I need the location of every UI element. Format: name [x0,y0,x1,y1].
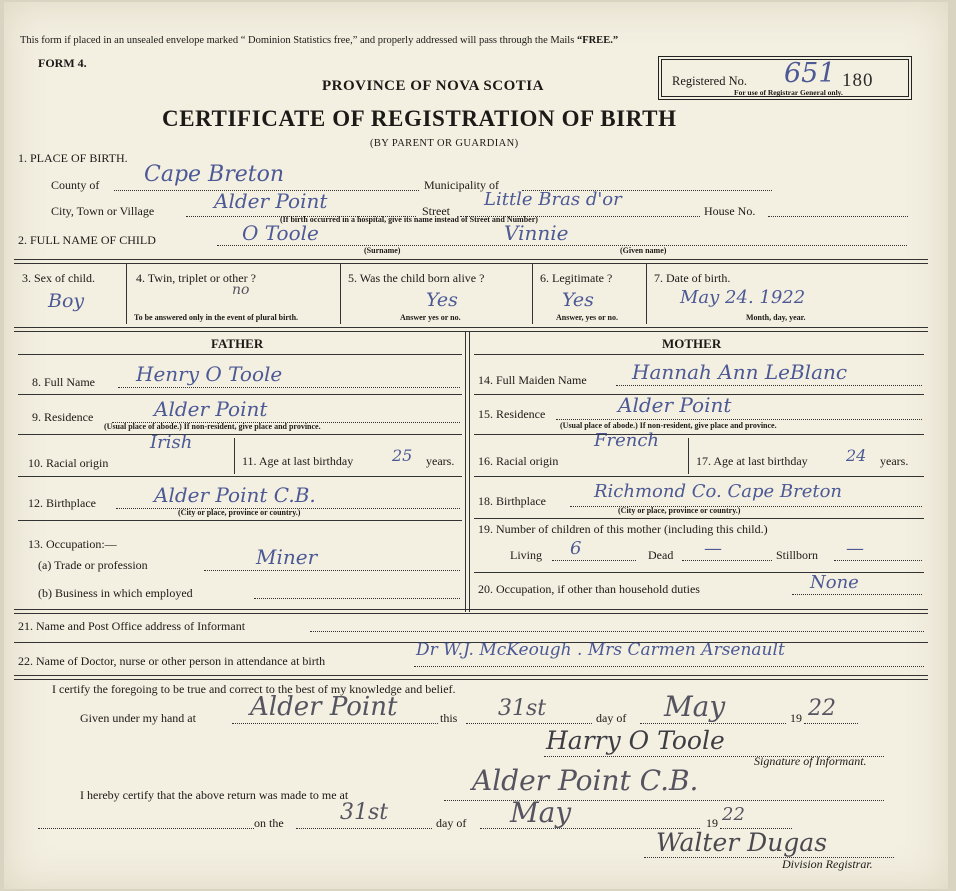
father-rule-4 [18,520,462,521]
hospital-note: (If birth occurred in a hospital, give its name instead of Street and Number) [280,215,538,224]
father-birthplace-note: (City or place, province or country.) [178,508,301,517]
this-label: this [440,711,458,725]
mother-rule-2 [474,434,924,435]
reg-year-value: 22 [722,804,745,825]
father-heading-rule [18,354,462,355]
reg-day-line [296,828,432,829]
given-place-value: Alder Point [250,692,398,722]
mail-notice-text: This form if placed in an unsealed envelope marked “ Dominion Statistics free,” and properly addressed will pass through the Mails [20,35,575,46]
father-age-unit: years. [426,454,455,468]
registered-stamp: 180 [842,70,874,91]
year-prefix: 19 [790,711,802,725]
mother-birthplace-value: Richmond Co. Cape Breton [594,481,843,502]
mother-age-unit: years. [880,454,909,468]
trade-line [204,570,460,571]
living-value: 6 [570,538,582,559]
dob-label: 7. Date of birth. [654,271,731,285]
father-residence-note: (Usual place of abode.) If non-resident, give place and province. [104,422,321,431]
father-birthplace-value: Alder Point C.B. [154,483,316,507]
municipality-label: Municipality of [424,178,499,192]
mother-residence-label: 15. Residence [478,407,546,421]
mother-occupation-label: 20. Occupation, if other than household duties [478,582,700,596]
mother-age-divider [688,438,689,474]
father-age-value: 25 [392,446,413,465]
reg-day-value: 31st [340,800,389,825]
father-race-value: Irish [150,432,193,453]
registrar-label: Division Registrar. [782,857,873,871]
page-subtitle: (BY PARENT OR GUARDIAN) [370,138,519,149]
house-label: House No. [704,204,756,218]
sex-value: Boy [48,290,85,312]
doctor-value: Dr W.J. McKeough . Mrs Carmen Arsenault [416,640,785,660]
mother-rule-4 [474,518,924,519]
mother-birthplace-label: 18. Birthplace [478,494,546,508]
form-number: FORM 4. [38,56,87,70]
father-name-line [118,387,460,388]
living-label: Living [510,548,542,562]
mother-name-value: Hannah Ann LeBlanc [632,360,848,384]
registrar-signature: Walter Dugas [656,828,828,857]
given-year-value: 22 [808,696,836,721]
on-the-label: on the [254,816,284,830]
mother-name-line [616,385,922,386]
legitimate-note: Answer, yes or no. [556,313,619,322]
surname-note: (Surname) [364,246,401,255]
father-age-divider [234,438,235,474]
return-label: I hereby certify that the above return was made to me at [80,788,349,802]
child-given-value: Vinnie [504,221,569,245]
given-month-line [640,723,786,724]
mother-age-label: 17. Age at last birthday [696,454,808,468]
city-label: City, Town or Village [51,204,155,218]
given-place-line [232,723,438,724]
mail-notice [20,35,618,46]
father-residence-value: Alder Point [154,397,268,421]
alive-label: 5. Was the child born alive ? [348,271,485,285]
father-name-label: 8. Full Name [32,375,95,389]
row3-divider-2 [340,264,341,324]
province-heading: PROVINCE OF NOVA SCOTIA [322,78,544,94]
reg-year-prefix: 19 [706,816,718,830]
dob-value: May 24. 1922 [680,287,806,308]
county-value: Cape Breton [144,162,285,187]
mother-occupation-value: None [810,572,859,593]
row3-top-border [14,259,928,264]
father-residence-label: 9. Residence [32,410,94,424]
place-section-title: 1. PLACE OF BIRTH. [18,151,128,165]
living-line [552,560,636,561]
mother-occupation-line [792,594,922,595]
sex-label: 3. Sex of child. [22,271,95,285]
father-rule-3 [18,476,462,477]
father-heading: FATHER [211,336,264,351]
city-value: Alder Point [214,189,328,213]
reg-day-of-label: day of [436,816,467,830]
registered-label: Registered No. [672,74,747,88]
informant-signature: Harry O Toole [546,726,725,755]
street-value: Little Bras d'or [484,189,622,210]
dead-value: — [704,538,722,559]
row3-divider-3 [532,264,533,324]
father-rule-1 [18,394,462,395]
child-name-line [217,245,907,246]
street-label: Street [422,204,450,218]
row3-divider-1 [126,264,127,324]
signature-label: Signature of Informant. [754,754,867,768]
mother-residence-note: (Usual place of abode.) If non-resident, give place and province. [560,421,777,430]
alive-note: Answer yes or no. [400,313,461,322]
house-line [768,216,908,217]
return-place-value: Alder Point C.B. [472,764,699,797]
informant-label: 21. Name and Post Office address of Informant [18,619,246,633]
given-day-value: 31st [498,696,547,721]
father-occupation-label: 13. Occupation:— [28,537,117,551]
twin-label: 4. Twin, triplet or other ? [136,271,256,285]
day-of-label: day of [596,711,627,725]
mother-heading: MOTHER [662,336,722,351]
mother-age-value: 24 [846,446,867,465]
given-day-line [466,723,592,724]
mother-heading-rule [474,354,924,355]
alive-value: Yes [426,289,458,311]
return-leader-line [38,828,254,829]
dob-note: Month, day, year. [746,313,806,322]
page-title: CERTIFICATE OF REGISTRATION OF BIRTH [162,106,677,131]
reg-month-value: May [510,796,572,829]
registered-number: 651 [784,58,836,89]
registered-note: For use of Registrar General only. [734,88,843,97]
county-label: County of [51,178,100,192]
child-surname-value: O Toole [242,221,319,245]
children-label: 19. Number of children of this mother (including this child.) [478,522,768,536]
mother-rule-3 [474,476,924,477]
informant-line [310,631,924,632]
given-label: Given under my hand at [80,711,196,725]
mother-residence-value: Alder Point [618,393,732,417]
certification-top-border [14,675,928,680]
father-name-value: Henry O Toole [136,362,283,386]
mother-race-label: 16. Racial origin [478,454,559,468]
informant-top-border [14,609,928,614]
father-age-label: 11. Age at last birthday [242,454,354,468]
mother-race-value: French [594,430,660,451]
free-label: “FREE.” [576,35,619,46]
twin-value: no [232,282,250,298]
doctor-line [414,666,924,667]
row3-divider-4 [646,264,647,324]
given-note: (Given name) [620,246,667,255]
father-race-label: 10. Racial origin [28,456,109,470]
trade-value: Miner [256,545,318,569]
stillborn-label: Stillborn [776,548,819,562]
parents-top-border [14,327,928,332]
given-year-line [804,723,858,724]
father-birthplace-label: 12. Birthplace [28,496,96,510]
mother-residence-line [556,419,922,420]
stillborn-line [834,560,922,561]
birth-certificate [4,2,948,889]
twin-note: To be answered only in the event of plural birth. [134,313,299,322]
business-label: (b) Business in which employed [38,586,193,600]
certify-statement: I certify the foregoing to be true and correct to the best of my knowledge and belief. [52,682,456,696]
parents-divider [465,332,470,612]
business-line [254,598,460,599]
legitimate-label: 6. Legitimate ? [540,271,613,285]
father-rule-2 [18,434,462,435]
stillborn-value: — [846,538,864,559]
child-name-label: 2. FULL NAME OF CHILD [18,233,156,247]
dead-label: Dead [648,548,674,562]
legitimate-value: Yes [562,289,594,311]
mother-name-label: 14. Full Maiden Name [478,373,587,387]
doctor-label: 22. Name of Doctor, nurse or other person in attendance at birth [18,654,326,668]
mother-birthplace-note: (City or place, province or country.) [618,506,741,515]
trade-label: (a) Trade or profession [38,558,148,572]
dead-line [682,560,772,561]
given-month-value: May [664,690,726,723]
